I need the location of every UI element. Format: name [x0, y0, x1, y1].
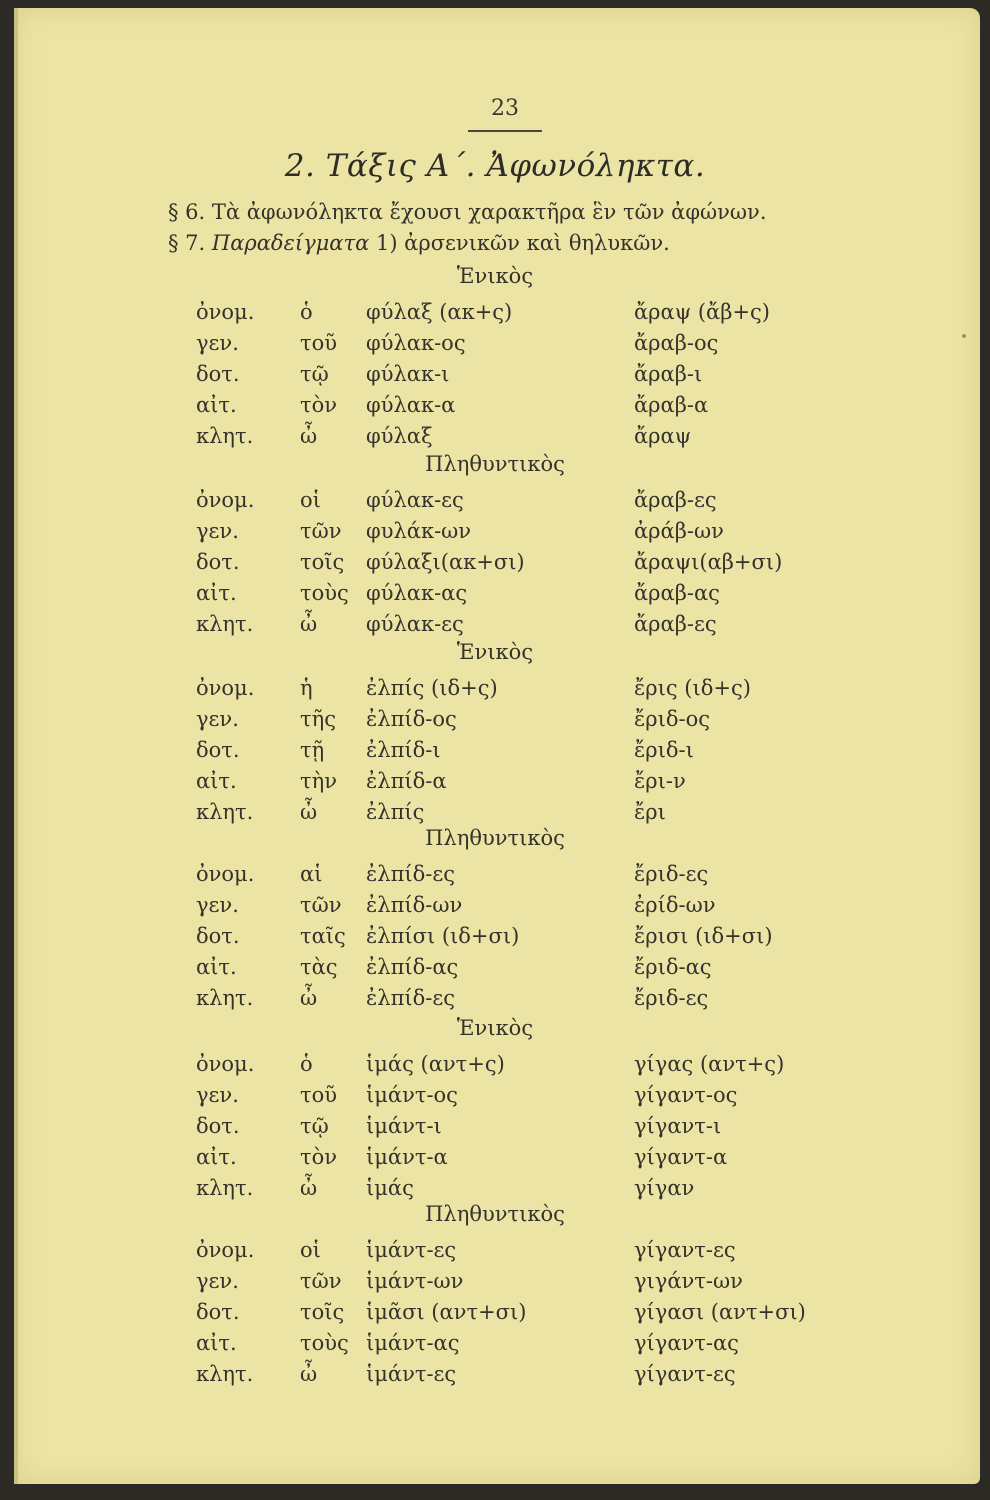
first-noun-form: ἱμάντ-ες	[366, 1362, 457, 1386]
first-noun-form: ἐλπίδ-ας	[366, 955, 459, 979]
article: τοῖς	[300, 550, 345, 574]
article: τῷ	[300, 1114, 329, 1138]
first-noun-form: ἱμάντ-ος	[366, 1083, 458, 1107]
article: ὁ	[300, 300, 313, 324]
declension-row	[0, 519, 990, 549]
second-noun-form: ἄραβ-ας	[634, 581, 720, 605]
case-label: ὀνομ.	[196, 1052, 255, 1076]
declension-row	[0, 738, 990, 768]
first-noun-form: φύλακ-ες	[366, 488, 464, 512]
first-noun-form: ἱμάντ-ι	[366, 1114, 442, 1138]
case-label: γεν.	[196, 707, 239, 731]
declension-row	[0, 1083, 990, 1113]
section-title: 2. Τάξις Α΄. Ἀφωνόληκτα.	[284, 148, 706, 184]
case-label: αἰτ.	[196, 581, 237, 605]
article: τοῦ	[300, 331, 338, 355]
declension-row	[0, 1300, 990, 1330]
first-noun-form: ἱμάντ-ες	[366, 1238, 457, 1262]
second-noun-form: γίγαντ-ες	[634, 1362, 736, 1386]
case-label: αἰτ.	[196, 1331, 237, 1355]
declension-row	[0, 955, 990, 985]
case-label: ὀνομ.	[196, 862, 255, 886]
second-noun-form: ἄραψ (ἄβ+ς)	[634, 300, 770, 324]
article: τῷ	[300, 362, 329, 386]
second-noun-form: ἄραβ-α	[634, 393, 709, 417]
case-label: κλητ.	[196, 1362, 254, 1386]
second-noun-form: γίγαντ-ας	[634, 1331, 739, 1355]
first-noun-form: ἐλπίδ-ων	[366, 893, 463, 917]
first-noun-form: ἱμάς (αντ+ς)	[366, 1052, 505, 1076]
case-label: αἰτ.	[196, 393, 237, 417]
second-noun-form: ἀράβ-ων	[634, 519, 724, 543]
first-noun-form: ἱμάντ-ων	[366, 1269, 464, 1293]
paragraph-7-number: § 7.	[168, 231, 206, 255]
case-label: ὀνομ.	[196, 300, 255, 324]
declension-row	[0, 331, 990, 361]
article: ἡ	[300, 676, 313, 700]
case-label: κλητ.	[196, 986, 254, 1010]
second-noun-form: ἔρις (ιδ+ς)	[634, 676, 751, 700]
case-label: κλητ.	[196, 1176, 254, 1200]
article: ὦ	[300, 986, 318, 1010]
declension-row	[0, 362, 990, 392]
case-label: δοτ.	[196, 1300, 240, 1324]
second-noun-form: ἄραβ-ος	[634, 331, 719, 355]
first-noun-form: ἐλπίδ-ες	[366, 986, 455, 1010]
case-label: κλητ.	[196, 612, 254, 636]
first-noun-form: ἐλπίδ-ος	[366, 707, 457, 731]
first-noun-form: φύλακ-α	[366, 393, 456, 417]
second-noun-form: γίγαν	[634, 1176, 695, 1200]
second-noun-form: ἔριδ-ι	[634, 738, 694, 762]
number-heading: Ἑνικὸς	[456, 640, 534, 664]
first-noun-form: φύλακ-ι	[366, 362, 450, 386]
paragraph-6: § 6. Τὰ ἀφωνόληκτα ἔχουσι χαρακτῆρα ἓν τῶν ἀφώνων.	[168, 200, 767, 224]
article: τῶν	[300, 1269, 342, 1293]
second-noun-form: ἔριδ-ες	[634, 862, 709, 886]
second-noun-form: ἔρι	[634, 800, 666, 824]
declension-row	[0, 1362, 990, 1392]
first-noun-form: ἐλπίδ-ες	[366, 862, 455, 886]
article: ὦ	[300, 424, 318, 448]
article: τοῖς	[300, 1300, 345, 1324]
article: τοὺς	[300, 1331, 349, 1355]
second-noun-form: ἐρίδ-ων	[634, 893, 716, 917]
declension-row	[0, 1052, 990, 1082]
declension-row	[0, 1238, 990, 1268]
case-label: αἰτ.	[196, 955, 237, 979]
declension-row	[0, 1145, 990, 1175]
case-label: ὀνομ.	[196, 1238, 255, 1262]
declension-row	[0, 862, 990, 892]
paragraph-7-text: 1) ἀρσενικῶν καὶ θηλυκῶν.	[375, 231, 670, 255]
declension-row	[0, 707, 990, 737]
article: ὦ	[300, 800, 318, 824]
first-noun-form: ἐλπίς	[366, 800, 425, 824]
article: ταῖς	[300, 924, 346, 948]
second-noun-form: ἔριδ-ος	[634, 707, 710, 731]
second-noun-form: ἄραψι(αβ+σι)	[634, 550, 783, 574]
case-label: ὀνομ.	[196, 676, 255, 700]
number-heading: Πληθυντικὸς	[425, 826, 565, 850]
second-noun-form: γίγας (αντ+ς)	[634, 1052, 785, 1076]
article: τὸν	[300, 1145, 338, 1169]
case-label: δοτ.	[196, 362, 240, 386]
article: τὴν	[300, 769, 337, 793]
article: οἱ	[300, 488, 321, 512]
article: οἱ	[300, 1238, 321, 1262]
article: τὸν	[300, 393, 338, 417]
article: ὁ	[300, 1052, 313, 1076]
second-noun-form: γιγάντ-ων	[634, 1269, 743, 1293]
article: τοῦ	[300, 1083, 338, 1107]
declension-row	[0, 769, 990, 799]
second-noun-form: γίγαντ-ος	[634, 1083, 738, 1107]
second-noun-form: ἄραβ-ες	[634, 612, 717, 636]
second-noun-form: ἄραβ-ι	[634, 362, 703, 386]
second-noun-form: ἄραψ	[634, 424, 692, 448]
case-label: αἰτ.	[196, 1145, 237, 1169]
second-noun-form: ἔριδ-ες	[634, 986, 709, 1010]
number-heading: Ἑνικὸς	[456, 264, 534, 288]
number-heading: Πληθυντικὸς	[425, 452, 565, 476]
page-number: 23	[491, 96, 519, 121]
declension-row	[0, 986, 990, 1016]
first-noun-form: φύλακ-ας	[366, 581, 468, 605]
first-noun-form: φύλακ-ες	[366, 612, 464, 636]
declension-row	[0, 1269, 990, 1299]
declension-row	[0, 1114, 990, 1144]
case-label: γεν.	[196, 1083, 239, 1107]
article: τῆς	[300, 707, 336, 731]
article: ὦ	[300, 1362, 318, 1386]
first-noun-form: φύλακ-ος	[366, 331, 466, 355]
first-noun-form: φύλαξ	[366, 424, 433, 448]
case-label: ὀνομ.	[196, 488, 255, 512]
case-label: κλητ.	[196, 800, 254, 824]
declension-row	[0, 424, 990, 454]
page-number-rule	[468, 130, 542, 132]
first-noun-form: ἐλπίς (ιδ+ς)	[366, 676, 498, 700]
second-noun-form: γίγαντ-α	[634, 1145, 728, 1169]
second-noun-form: ἔριδ-ας	[634, 955, 712, 979]
case-label: δοτ.	[196, 550, 240, 574]
article: τὰς	[300, 955, 338, 979]
first-noun-form: ἱμάντ-α	[366, 1145, 448, 1169]
first-noun-form: ἱμάς	[366, 1176, 414, 1200]
first-noun-form: ἐλπίδ-ι	[366, 738, 441, 762]
declension-row	[0, 581, 990, 611]
case-label: δοτ.	[196, 1114, 240, 1138]
declension-row	[0, 893, 990, 923]
case-label: γεν.	[196, 893, 239, 917]
article: αἱ	[300, 862, 323, 886]
first-noun-form: ἱμάντ-ας	[366, 1331, 460, 1355]
first-noun-form: φύλαξ (ακ+ς)	[366, 300, 513, 324]
number-heading: Ἑνικὸς	[456, 1016, 534, 1040]
declension-row	[0, 550, 990, 580]
article: ὦ	[300, 1176, 318, 1200]
first-noun-form: φύλαξι(ακ+σι)	[366, 550, 525, 574]
second-noun-form: γίγασι (αντ+σι)	[634, 1300, 806, 1324]
case-label: αἰτ.	[196, 769, 237, 793]
second-noun-form: ἔρισι (ιδ+σι)	[634, 924, 773, 948]
article: τοὺς	[300, 581, 349, 605]
case-label: γεν.	[196, 1269, 239, 1293]
second-noun-form: γίγαντ-ι	[634, 1114, 722, 1138]
second-noun-form: ἔρι-ν	[634, 769, 686, 793]
article: τῇ	[300, 738, 325, 762]
paragraph-7	[168, 231, 670, 255]
declension-row	[0, 924, 990, 954]
case-label: δοτ.	[196, 738, 240, 762]
article: ὦ	[300, 612, 318, 636]
first-noun-form: φυλάκ-ων	[366, 519, 472, 543]
first-noun-form: ἐλπίσι (ιδ+σι)	[366, 924, 520, 948]
declension-row	[0, 612, 990, 642]
declension-row	[0, 300, 990, 330]
second-noun-form: ἄραβ-ες	[634, 488, 717, 512]
case-label: γεν.	[196, 331, 239, 355]
article: τῶν	[300, 519, 342, 543]
article: τῶν	[300, 893, 342, 917]
declension-row	[0, 393, 990, 423]
declension-row	[0, 488, 990, 518]
first-noun-form: ἐλπίδ-α	[366, 769, 447, 793]
case-label: γεν.	[196, 519, 239, 543]
case-label: κλητ.	[196, 424, 254, 448]
declension-row	[0, 676, 990, 706]
declension-row	[0, 1331, 990, 1361]
first-noun-form: ἱμᾶσι (αντ+σι)	[366, 1300, 527, 1324]
paragraph-7-italic: Παραδείγματα	[211, 231, 370, 255]
second-noun-form: γίγαντ-ες	[634, 1238, 736, 1262]
case-label: δοτ.	[196, 924, 240, 948]
number-heading: Πληθυντικὸς	[425, 1202, 565, 1226]
